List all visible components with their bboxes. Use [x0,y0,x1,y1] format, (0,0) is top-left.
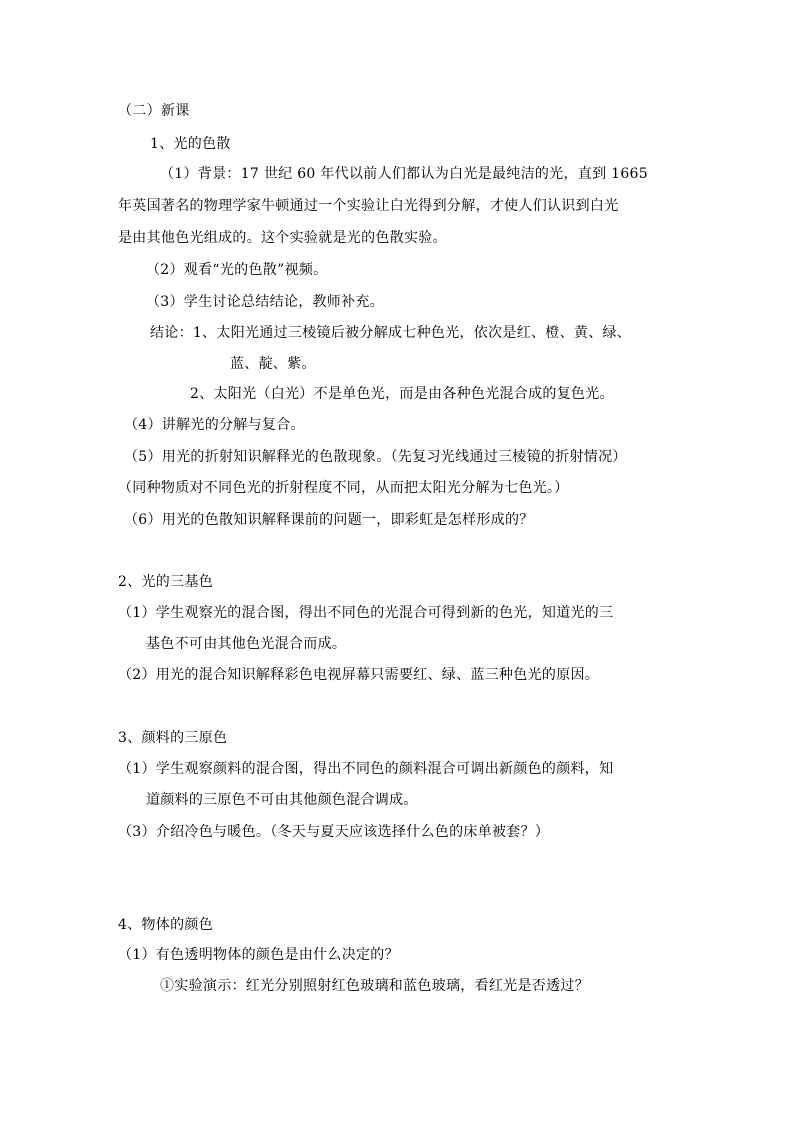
text-line: （3）介绍冷色与暖色。（冬天与夏天应该选择什么色的床单被套？） [118,824,550,840]
text-line: 基色不可由其他色光混合而成。 [146,636,347,652]
text-line: 是由其他色光组成的。这个实验就是光的色散实验。 [118,230,447,246]
text-line: （5）用光的折射知识解释光的色散现象。（先复习光线通过三棱镜的折射情况） [124,449,627,465]
heading-three-primary-light: 2、光的三基色 [118,574,214,590]
heading-object-color: 4、物体的颜色 [118,917,214,933]
text-line: 道颜料的三原色不可由其他颜色混合调成。 [146,792,418,808]
heading-dispersion: 1、光的色散 [150,136,231,152]
text-line: 2、太阳光（白光）不是单色光，而是由各种色光混合成的复色光。 [190,386,614,402]
section-heading-new-lesson: （二）新课 [118,103,190,119]
text-line: 年英国著名的物理学家牛顿通过一个实验让白光得到分解，才使人们认识到白光 [118,198,619,214]
text-line: （6）用光的色散知识解释课前的问题一，即彩虹是怎样形成的？ [124,512,534,528]
text-line: ①实验演示：红光分别照射红色玻璃和蓝色玻璃，看红光是否透过？ [160,978,589,994]
text-line: （4）讲解光的分解与复合。 [124,417,305,433]
text-line: （1）有色透明物体的颜色是由什么决定的？ [118,947,399,963]
text-line: （1）学生观察颜料的混合图，得出不同色的颜料混合可调出新颜色的颜料，知 [118,761,614,777]
text-line: （1）学生观察光的混合图，得出不同色的光混合可得到新的色光，知道光的三 [118,605,614,621]
text-line: （1）背景：17 世纪 60 年代以前人们都认为白光是最纯洁的光，直到 1665 [160,166,648,182]
text-line: （3）学生讨论总结结论，教师补充。 [146,294,385,310]
text-line: （2）观看“光的色散”视频。 [146,262,328,278]
text-line: 蓝、靛、紫。 [230,356,316,372]
text-line: （同种物质对不同色光的折射程度不同，从而把太阳光分解为七色光。） [118,480,569,496]
text-line: 结论：1、太阳光通过三棱镜后被分解成七种色光，依次是红、橙、黄、绿、 [150,325,632,341]
heading-pigment-primary: 3、颜料的三原色 [118,730,228,746]
text-line: （2）用光的混合知识解释彩色电视屏幕只需要红、绿、蓝三种色光的原因。 [118,667,600,683]
